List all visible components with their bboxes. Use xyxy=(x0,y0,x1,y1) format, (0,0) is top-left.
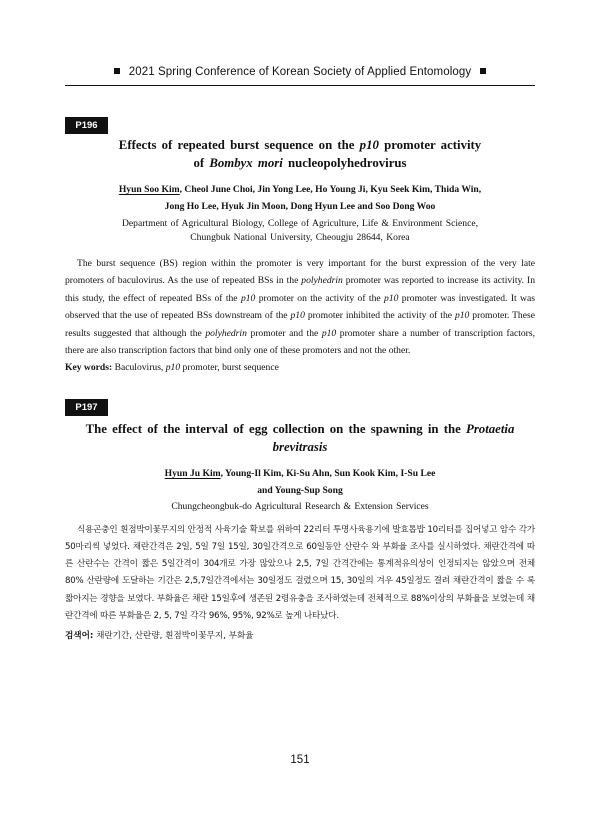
square-bullet-icon xyxy=(114,68,120,74)
paper-title: Effects of repeated burst sequence on the p10 promoter activity of Bombyx mori nucleopolyhedrovirus xyxy=(118,138,482,170)
presenting-author: Hyun Ju Kim xyxy=(164,468,221,479)
paper-authors: Hyun Soo Kim, Cheol June Choi, Jin Yong Lee, Ho Young Ji, Kyu Seek Kim, Thida Win, Jong Ho Lee, Hyuk Jin Moon, Dong Hyun Lee and Soo Dong Woo xyxy=(118,184,482,212)
square-bullet-icon xyxy=(480,68,486,74)
paper-affiliation: Chungcheongbuk-do Agricultural Research & Extension Services xyxy=(171,501,429,512)
paper-id-badge: P197 xyxy=(65,399,108,416)
paper-affiliation: Department of Agricultural Biology, College of Agriculture, Life & Environment Science, Chungbuk National University, Cheougju 28644, Korea xyxy=(122,218,478,243)
conference-title: 2021 Spring Conference of Korean Society of Applied Entomology xyxy=(128,66,472,78)
paper-p196 xyxy=(65,136,535,375)
paper-p197 xyxy=(65,420,535,643)
paper-keywords: Key words: Baculovirus, p10 promoter, burst sequence xyxy=(65,362,279,374)
header-rule xyxy=(65,85,535,86)
paper-keywords: 검색어: 채란기간, 산란량, 흰점박이꽃무지, 부화율 xyxy=(65,631,254,642)
paper-title: The effect of the interval of egg collection on the spawning in the Protaetia brevitrasis xyxy=(85,422,515,454)
paper-abstract: 식용곤충인 흰점박이꽃무지의 안정적 사육기술 확보를 위하여 22리터 투명사육용기에 발효톱밥 10리터를 집어넣고 암수 각가 50마리씩 넣었다. 채란간격은 2일, 5일 7일 15일, 30일간격으로 60일동안 산란수 와 부화율 조사를 실시하였다. 채란간격에 따른 산란수는 간격이 짧은 5일간격이 304개로 가장 많았으나 2,5, 7일 간격간에는 통계적유의성이 인정되지는 않았으며 전체 80% 산란량에 도달하는 기간은 2,5,7일간격에서는 30일정도 걸렸으며 15, 30일의 겨우 45일정도 결려 채란간격이 짧을 수 록 짧아지는 경향을 보였다. 부화율은 채란 15일후에 생존된 2령유충을 조사하였는데 전체적으로 88%이상의 부화율을 보였는데 채란간격에 따른 부화율은 2, 5, 7일 각각 96%, 95%, 92%로 높게 나타났다. xyxy=(65,524,535,621)
paper-authors: Hyun Ju Kim, Young-Il Kim, Ki-Su Ahn, Sun Kook Kim, I-Su Lee and Young-Sup Song xyxy=(164,468,436,496)
paper-abstract: The burst sequence (BS) region within the promoter is very important for the burst expression of the very late promoters of baculovirus. As the use of repeated BSs in the polyhedrin promoter was reported to increase its activity. In this study, the effect of repeated BSs of the p10 promoter on the activity of the p10 promoter was investigated. It was observed that the use of repeated BSs downstream of the p10 promoter inhibited the activity of the p10 promoter. These results suggested that although the polyhedrin promoter and the p10 promoter share a number of transcription factors, there are also transcription factors that bind only one of these promoters and not the other. xyxy=(65,258,535,357)
page-number: 151 xyxy=(290,754,310,766)
paper-id-badge: P196 xyxy=(65,117,108,134)
presenting-author: Hyun Soo Kim xyxy=(118,184,180,195)
conference-header xyxy=(68,66,532,78)
